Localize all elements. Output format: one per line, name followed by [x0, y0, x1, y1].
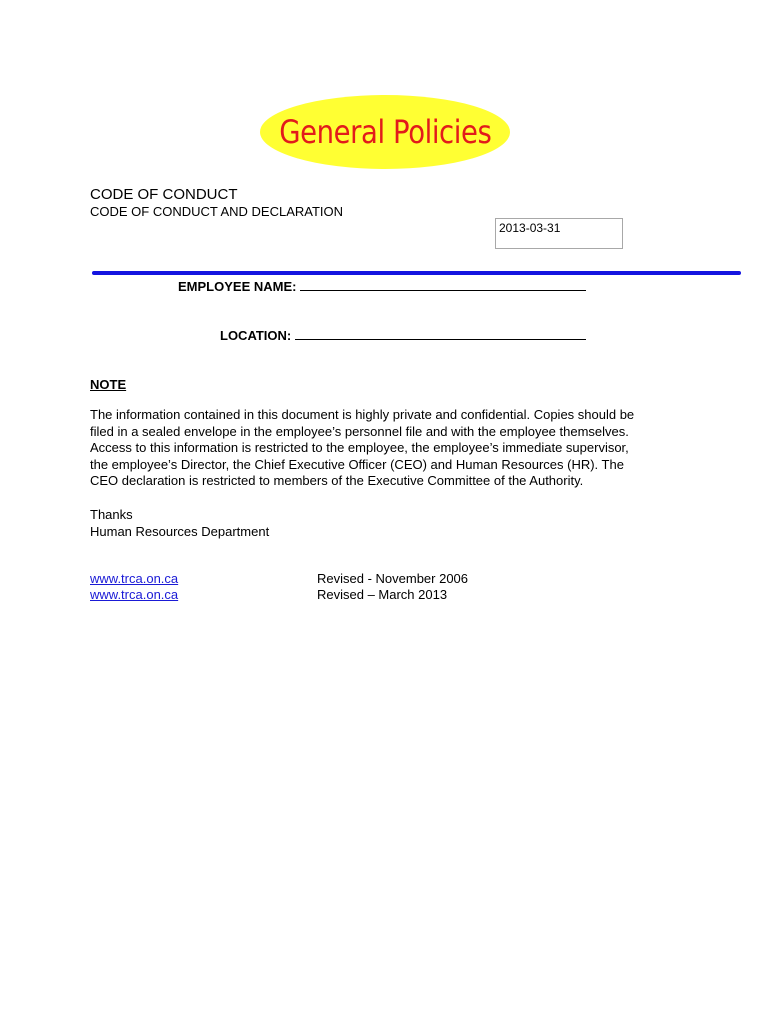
signoff-thanks: Thanks [90, 507, 133, 522]
revision-march-2013: Revised – March 2013 [317, 587, 448, 602]
employee-name-field [178, 278, 586, 294]
note-heading: NOTE [90, 377, 127, 392]
revision-november-2006: Revised - November 2006 [317, 571, 469, 586]
signoff [90, 507, 269, 540]
blue-divider [92, 271, 741, 275]
location-blank [295, 327, 586, 340]
note-body [90, 407, 690, 490]
location-label: LOCATION: [220, 328, 292, 343]
date-box [495, 218, 623, 249]
document-title: CODE OF CONDUCT [90, 186, 238, 203]
location-field [220, 327, 586, 343]
banner-title: General Policies [278, 113, 492, 151]
website-link[interactable]: www.trca.on.ca [90, 587, 179, 602]
note-line: Access to this information is restricted to the employee, the employee’s immediate supervisor, [90, 440, 629, 455]
document-subtitle: CODE OF CONDUCT AND DECLARATION [90, 204, 344, 219]
note-line: The information contained in this document is highly private and confidential. Copies should be [90, 407, 635, 422]
website-link[interactable]: www.trca.on.ca [90, 571, 179, 586]
general-policies-banner [260, 95, 510, 169]
document-date: 2013-03-31 [499, 221, 561, 235]
note-line: CEO declaration is restricted to members of the Executive Committee of the Authority. [90, 473, 584, 488]
footer-links [90, 571, 178, 603]
employee-name-label: EMPLOYEE NAME: [178, 279, 297, 294]
employee-name-blank [300, 278, 586, 291]
revision-notes [317, 571, 468, 603]
signoff-department: Human Resources Department [90, 523, 270, 539]
note-line: filed in a sealed envelope in the employee’s personnel file and with the employee themselves. [90, 423, 629, 439]
note-line: the employee’s Director, the Chief Executive Officer (CEO) and Human Resources (HR). The [90, 456, 624, 472]
